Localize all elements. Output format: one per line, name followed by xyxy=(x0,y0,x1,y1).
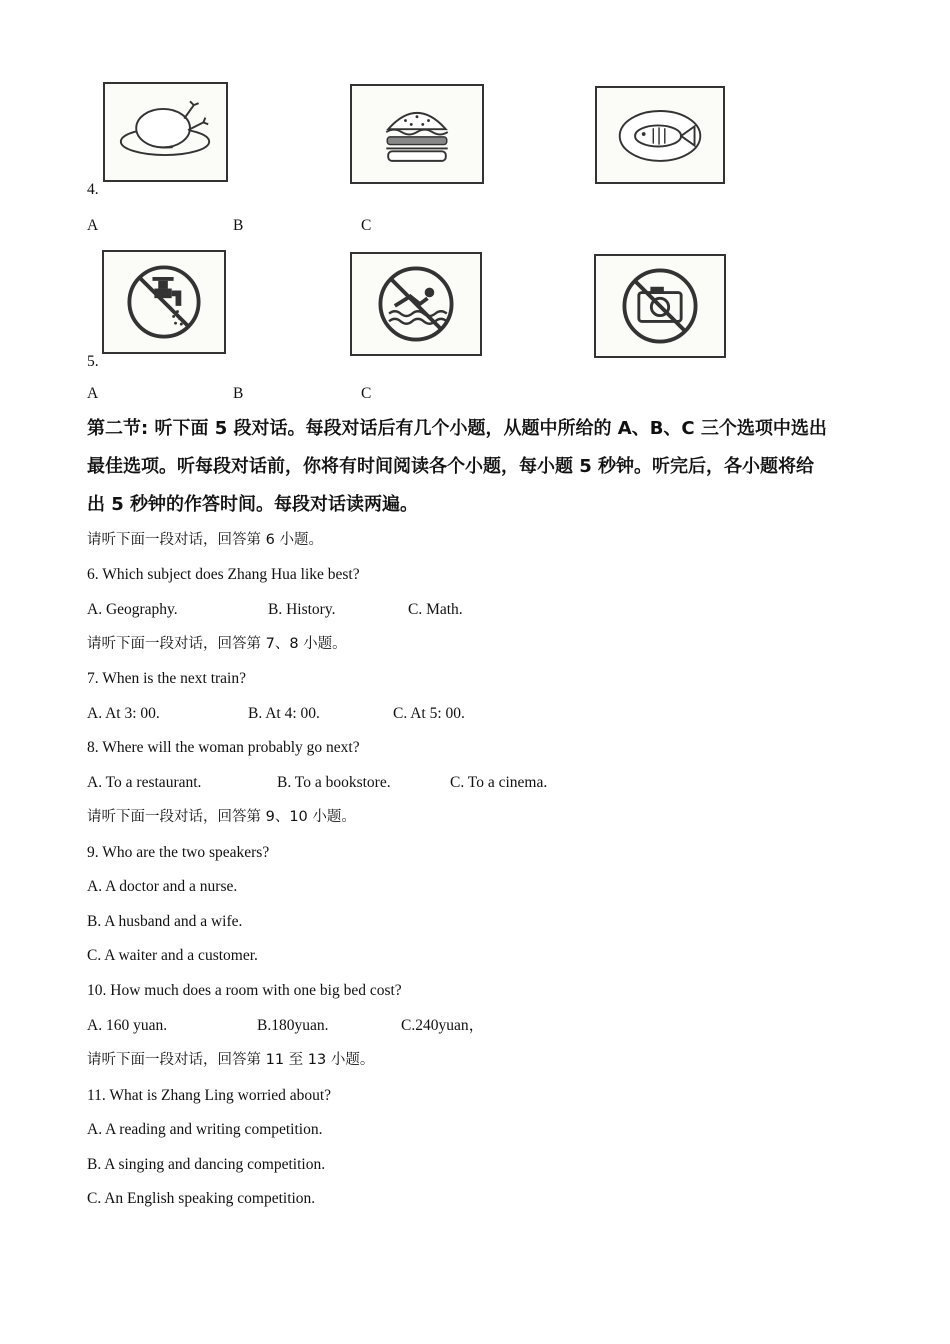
q8-option-b: B. To a bookstore. xyxy=(277,774,391,791)
q5-label-c: C xyxy=(361,385,372,402)
section2-heading xyxy=(87,410,867,524)
fish-on-plate-icon xyxy=(597,88,723,182)
instruction-q9-10: 请听下面一段对话，回答第 9、10 小题。 xyxy=(87,809,356,825)
section2-heading-line-3: 出 5 秒钟的作答时间。每段对话读两遍。 xyxy=(87,494,419,515)
q11-option-c: C. An English speaking competition. xyxy=(87,1190,316,1207)
q9-option-b: B. A husband and a wife. xyxy=(87,913,243,930)
q10-question: 10. How much does a room with one big bed cost? xyxy=(87,982,402,999)
q8-option-c: C. To a cinema. xyxy=(450,774,548,791)
q5-picture-c xyxy=(594,254,726,358)
q6-option-c: C. Math. xyxy=(408,601,463,618)
q4-number: 4. xyxy=(87,181,99,198)
q5-picture-a xyxy=(102,250,226,354)
q10-option-c: C.240yuan， xyxy=(401,1017,485,1034)
q5-number: 5. xyxy=(87,353,99,370)
roast-chicken-icon xyxy=(105,84,226,180)
q6-option-b: B. History. xyxy=(268,601,336,618)
q7-question: 7. When is the next train? xyxy=(87,670,246,687)
hamburger-icon xyxy=(352,86,482,182)
q11-option-b: B. A singing and dancing competition. xyxy=(87,1156,326,1173)
q4-label-b: B xyxy=(233,217,244,234)
instruction-q7-8: 请听下面一段对话，回答第 7、8 小题。 xyxy=(87,636,347,652)
q9-option-a: A. A doctor and a nurse. xyxy=(87,878,238,895)
q4-label-c: C xyxy=(361,217,372,234)
q4-picture-c xyxy=(595,86,725,184)
q5-label-a: A xyxy=(87,385,99,402)
section2-heading-line-2: 最佳选项。听每段对话前，你将有时间阅读各个小题，每小题 5 秒钟。听完后，各小题将给 xyxy=(87,456,815,477)
instruction-q6: 请听下面一段对话，回答第 6 小题。 xyxy=(87,532,323,548)
q4-label-a: A xyxy=(87,217,99,234)
q7-option-b: B. At 4: 00. xyxy=(248,705,320,722)
no-swimming-icon xyxy=(352,254,480,354)
q10-option-a: A. 160 yuan. xyxy=(87,1017,168,1034)
q4-picture-a xyxy=(103,82,228,182)
q4-picture-b xyxy=(350,84,484,184)
no-photography-icon xyxy=(596,256,724,356)
q6-option-a: A. Geography. xyxy=(87,601,178,618)
q11-option-a: A. A reading and writing competition. xyxy=(87,1121,323,1138)
q5-label-b: B xyxy=(233,385,244,402)
q8-question: 8. Where will the woman probably go next? xyxy=(87,739,360,756)
q6-question: 6. Which subject does Zhang Hua like best? xyxy=(87,566,360,583)
q7-option-a: A. At 3: 00. xyxy=(87,705,160,722)
q9-question: 9. Who are the two speakers? xyxy=(87,844,270,861)
section2-heading-line-1: 第二节: 听下面 5 段对话。每段对话后有几个小题，从题中所给的 A、B、C 三个选项中选出 xyxy=(87,418,827,439)
q5-picture-b xyxy=(350,252,482,356)
instruction-q11-13: 请听下面一段对话，回答第 11 至 13 小题。 xyxy=(87,1052,375,1068)
q9-option-c: C. A waiter and a customer. xyxy=(87,947,258,964)
q11-question: 11. What is Zhang Ling worried about? xyxy=(87,1087,332,1104)
q7-option-c: C. At 5: 00. xyxy=(393,705,465,722)
q8-option-a: A. To a restaurant. xyxy=(87,774,202,791)
no-water-tap-icon xyxy=(104,252,224,352)
q10-option-b: B.180yuan. xyxy=(257,1017,329,1034)
